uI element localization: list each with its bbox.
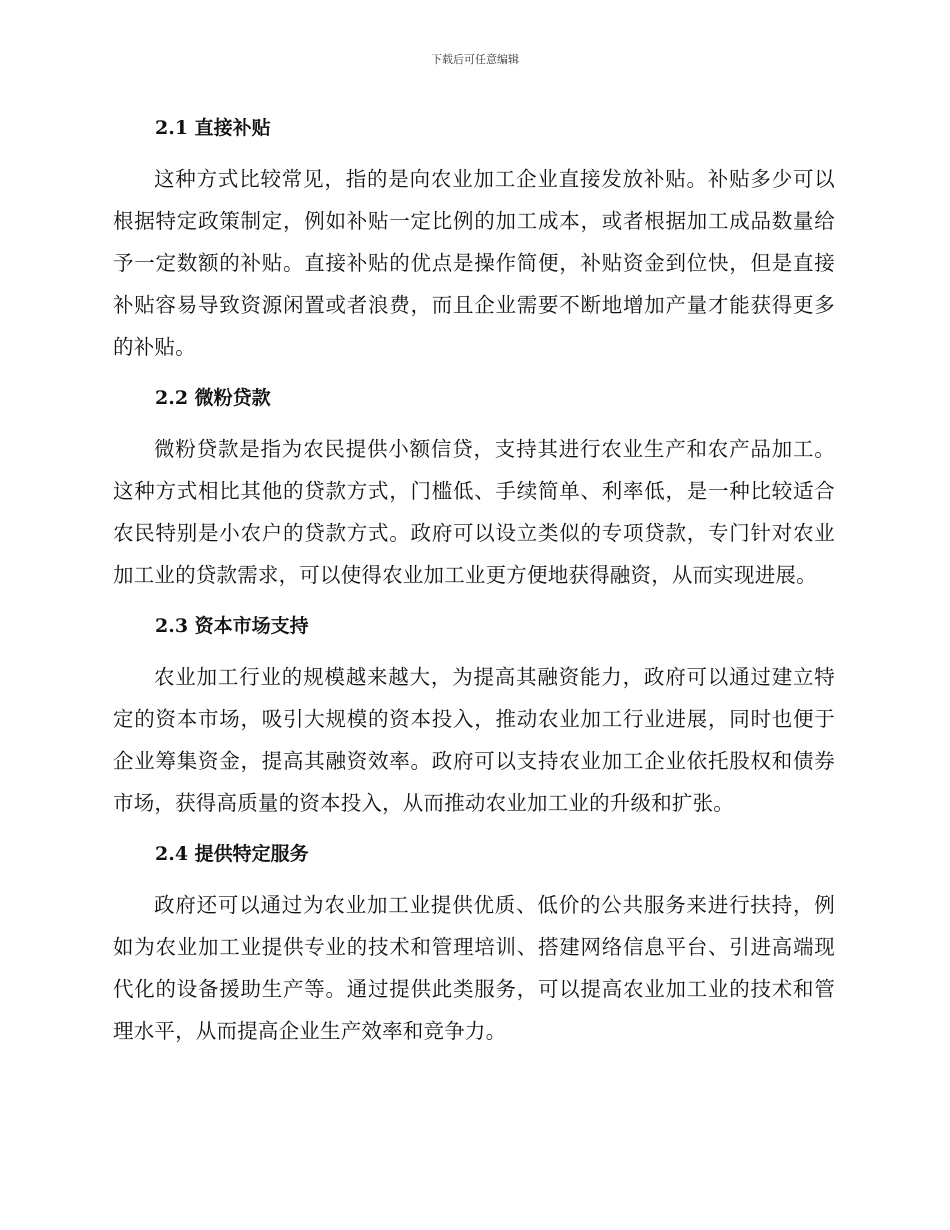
section-capital-market: [113, 606, 835, 824]
section-micro-loan: [113, 378, 835, 596]
section-paragraph: 政府还可以通过为农业加工业提供优质、低价的公共服务来进行扶持，例如为农业加工业提供专业的技术和管理培训、搭建网络信息平台、引进高端现代化的设备援助生产等。通过提供此类服务，可以提高农业加工业的技术和管理水平，从而提高企业生产效率和竞争力。: [113, 893, 835, 1043]
document-body: [113, 108, 835, 1062]
section-direct-subsidy: [113, 108, 835, 368]
section-specific-services: [113, 834, 835, 1052]
section-paragraph: 农业加工行业的规模越来越大，为提高其融资能力，政府可以通过建立特定的资本市场，吸引大规模的资本投入，推动农业加工行业进展，同时也便于企业筹集资金，提高其融资效率。政府可以支持农业加工企业依托股权和债券市场，获得高质量的资本投入，从而推动农业加工业的升级和扩张。: [113, 665, 835, 815]
section-heading: 2.4 提供特定服务: [155, 843, 309, 865]
section-heading: 2.2 微粉贷款: [155, 387, 271, 409]
section-paragraph: 这种方式比较常见，指的是向农业加工企业直接发放补贴。补贴多少可以根据特定政策制定，例如补贴一定比例的加工成本，或者根据加工成品数量给予一定数额的补贴。直接补贴的优点是操作简便，补贴资金到位快，但是直接补贴容易导致资源闲置或者浪费，而且企业需要不断地增加产量才能获得更多的补贴。: [113, 167, 835, 359]
section-paragraph: 微粉贷款是指为农民提供小额信贷，支持其进行农业生产和农产品加工。这种方式相比其他的贷款方式，门槛低、手续简单、利率低，是一种比较适合农民特别是小农户的贷款方式。政府可以设立类似的专项贷款，专门针对农业加工业的贷款需求，可以使得农业加工业更方便地获得融资，从而实现进展。: [113, 437, 835, 587]
section-heading: 2.1 直接补贴: [155, 117, 271, 139]
page-header-note: 下载后可任意编辑: [431, 53, 519, 66]
section-heading: 2.3 资本市场支持: [155, 615, 309, 637]
